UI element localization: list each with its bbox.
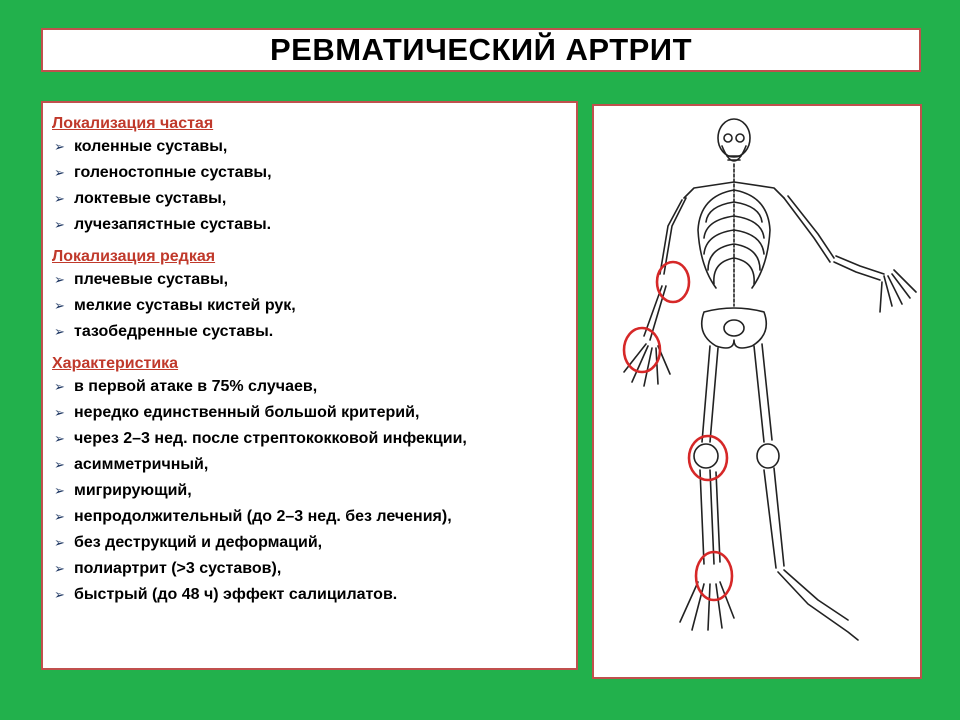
- list-item: [52, 504, 568, 530]
- elbow-joint-circle: [657, 262, 689, 302]
- list-item: [52, 212, 568, 238]
- list-item-text: локтевые суставы,: [74, 190, 227, 207]
- skull: [718, 119, 750, 161]
- section-heading: Локализация частая: [52, 115, 214, 132]
- list-item: [52, 293, 568, 319]
- list-item-text: полиартрит (>3 суставов),: [74, 560, 282, 577]
- list-item-text: быстрый (до 48 ч) эффект салицилатов.: [74, 586, 398, 603]
- section-characteristics: [52, 353, 568, 608]
- list-item-text: голеностопные суставы,: [74, 164, 272, 181]
- arrow-bullet-icon: ➢: [54, 587, 65, 602]
- list-item: [52, 478, 568, 504]
- bullet-list: [52, 134, 568, 238]
- right-arm: [784, 196, 916, 312]
- section-rare-localization: [52, 246, 568, 345]
- list-item-text: коленные суставы,: [74, 138, 228, 155]
- list-item-text: в первой атаке в 75% случаев,: [74, 378, 318, 395]
- list-item: [52, 582, 568, 608]
- arrow-bullet-icon: ➢: [54, 139, 65, 154]
- arrow-bullet-icon: ➢: [54, 405, 65, 420]
- title-banner: [41, 28, 921, 72]
- list-item: [52, 134, 568, 160]
- list-item-text: мигрирующий,: [74, 482, 192, 499]
- list-item: [52, 374, 568, 400]
- arrow-bullet-icon: ➢: [54, 272, 65, 287]
- list-item-text: асимметричный,: [74, 456, 209, 473]
- list-item-text: нередко единственный большой критерий,: [74, 404, 420, 421]
- highlighted-joints: [624, 262, 732, 600]
- arrow-bullet-icon: ➢: [54, 457, 65, 472]
- arrow-bullet-icon: ➢: [54, 561, 65, 576]
- arrow-bullet-icon: ➢: [54, 165, 65, 180]
- arrow-bullet-icon: ➢: [54, 483, 65, 498]
- arrow-bullet-icon: ➢: [54, 431, 65, 446]
- arrow-bullet-icon: ➢: [54, 535, 65, 550]
- section-frequent-localization: [52, 113, 568, 238]
- list-item-text: без деструкций и деформаций,: [74, 534, 323, 551]
- arrow-bullet-icon: ➢: [54, 324, 65, 339]
- arrow-bullet-icon: ➢: [54, 509, 65, 524]
- list-item: [52, 319, 568, 345]
- slide-title: РЕВМАТИЧЕСКИЙ АРТРИТ: [269, 32, 693, 67]
- skeleton-figure-panel: [592, 104, 922, 679]
- list-item-text: непродолжительный (до 2–3 нед. без лечения),: [74, 508, 452, 525]
- list-item-text: плечевые суставы,: [74, 271, 229, 288]
- list-item: [52, 556, 568, 582]
- bullet-list: [52, 374, 568, 608]
- arrow-bullet-icon: ➢: [54, 298, 65, 313]
- arrow-bullet-icon: ➢: [54, 191, 65, 206]
- bullet-list: [52, 267, 568, 345]
- content-panel: [41, 101, 578, 670]
- list-item: [52, 400, 568, 426]
- pelvis: [702, 308, 767, 348]
- list-item: [52, 452, 568, 478]
- list-item: [52, 186, 568, 212]
- left-arm: [624, 198, 686, 386]
- list-item-text: лучезапястные суставы.: [74, 216, 272, 233]
- section-heading: Локализация редкая: [52, 248, 216, 265]
- list-item: [52, 530, 568, 556]
- list-item: [52, 426, 568, 452]
- list-item: [52, 160, 568, 186]
- right-leg: [754, 344, 858, 640]
- arrow-bullet-icon: ➢: [54, 217, 65, 232]
- list-item: [52, 267, 568, 293]
- list-item-text: через 2–3 нед. после стрептококковой инфекции,: [74, 430, 467, 447]
- section-heading: Характеристика: [52, 355, 179, 372]
- left-leg: [680, 346, 734, 630]
- skeleton-illustration: [594, 106, 920, 677]
- list-item-text: мелкие суставы кистей рук,: [74, 297, 296, 314]
- list-item-text: тазобедренные суставы.: [74, 323, 274, 340]
- arrow-bullet-icon: ➢: [54, 379, 65, 394]
